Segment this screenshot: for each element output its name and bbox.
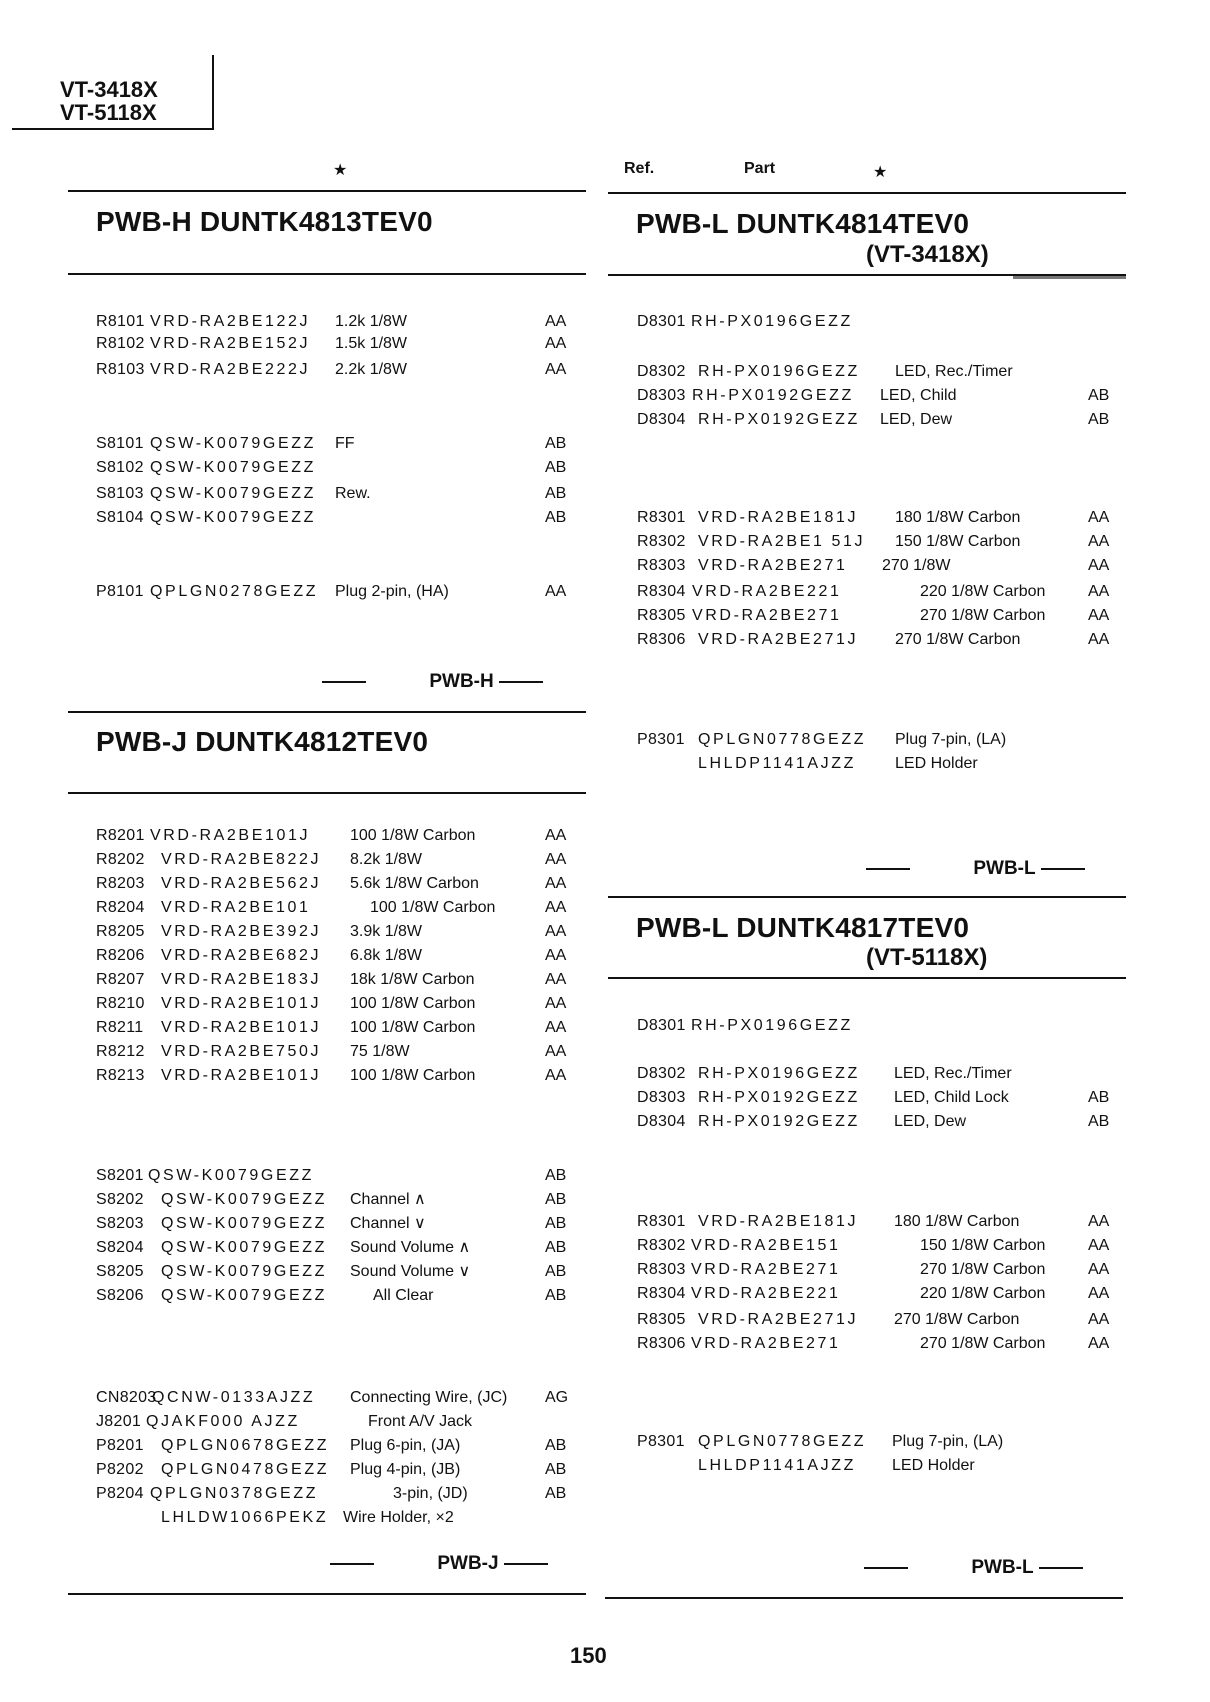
price-code-cell: AB [545,1461,567,1478]
price-code-cell: AA [1088,533,1110,550]
description-cell: Plug 2-pin, (HA) [335,583,449,600]
part-number-cell: RH-PX0192GEZZ [698,1089,860,1106]
ref-cell: R8305 [637,1311,686,1328]
part-number-cell: VRD-RA2BE101J [161,995,322,1012]
description-cell: 100 1/8W Carbon [350,827,476,844]
description-cell: Plug 6-pin, (JA) [350,1437,461,1454]
description-cell: Rew. [335,485,371,502]
price-code-cell: AB [545,1215,567,1232]
price-code-cell: AB [545,509,567,526]
part-number-cell: VRD-RA2BE183J [161,971,322,988]
description-cell: 100 1/8W Carbon [350,1067,476,1084]
description-cell: 3-pin, (JD) [393,1485,468,1502]
part-number-cell: QPLGN0278GEZZ [150,583,319,600]
description-cell: Plug 4-pin, (JB) [350,1461,461,1478]
ref-cell: R8302 [637,533,686,550]
ref-cell: R8212 [96,1043,145,1060]
ref-cell: S8104 [96,509,144,526]
part-number-cell: RH-PX0192GEZZ [692,387,854,404]
part-number-cell: QSW-K0079GEZZ [148,1167,314,1184]
price-code-cell: AA [545,947,567,964]
price-code-cell: AA [1088,1311,1110,1328]
part-number-cell: QSW-K0079GEZZ [161,1239,327,1256]
price-code-cell: AB [545,1167,567,1184]
part-number-cell: VRD-RA2BE271 [692,607,842,624]
description-cell: LED, Dew [880,411,953,428]
ref-cell: D8303 [637,387,686,404]
price-code-cell: AA [1088,583,1110,600]
description-cell: LED Holder [895,755,978,772]
price-code-cell: AB [545,1239,567,1256]
part-number-cell: QSW-K0079GEZZ [161,1215,327,1232]
price-code-cell: AA [545,313,567,330]
price-code-cell: AA [1088,1237,1110,1254]
part-number-cell: VRD-RA2BE222J [150,361,311,378]
ref-cell: R8305 [637,607,686,624]
part-column-header: Part [744,160,776,177]
ref-cell: R8306 [637,631,686,648]
rule-pwb-l-5118-top [608,896,1126,898]
ref-cell: S8101 [96,435,144,452]
section-title-pwb-j: PWB-J DUNTK4812TEV0 [96,726,429,757]
description-cell: LED Holder [892,1457,975,1474]
part-number-cell: RH-PX0196GEZZ [691,1017,853,1034]
description-cell: Channel ∨ [350,1215,426,1232]
description-cell: 3.9k 1/8W [350,923,423,940]
ref-cell: R8206 [96,947,145,964]
section-end-pwb-h [322,671,543,693]
section-title-pwb-h: PWB-H DUNTK4813TEV0 [96,206,433,237]
part-number-cell: VRD-RA2BE682J [161,947,322,964]
price-code-cell: AB [545,1437,567,1454]
description-cell: LED, Child [880,387,957,404]
rule-pwb-h-title [68,273,586,275]
description-cell: 1.5k 1/8W [335,335,408,352]
ref-cell: D8302 [637,363,686,380]
part-number-cell: VRD-RA2BE221 [692,583,842,600]
part-number-cell: QPLGN0378GEZZ [150,1485,319,1502]
rule-right-top [608,192,1126,194]
part-number-cell: VRD-RA2BE271J [698,631,859,648]
part-number-cell: QSW-K0079GEZZ [150,509,316,526]
section-end-label-pwb-j: PWB-J [437,1553,499,1574]
price-code-cell: AB [1088,1089,1110,1106]
ref-cell: R8207 [96,971,145,988]
description-cell: All Clear [373,1287,434,1304]
part-number-cell: VRD-RA2BE101J [161,1019,322,1036]
rule-right-bottom [605,1597,1123,1599]
ref-cell: J8201 [96,1413,142,1430]
ref-cell: R8210 [96,995,145,1012]
ref-cell: S8103 [96,485,144,502]
ref-column-header: Ref. [624,160,655,177]
description-cell: Sound Volume ∧ [350,1239,471,1256]
section-end-pwb-l-3418 [866,858,1085,880]
part-number-cell: VRD-RA2BE101 [161,899,311,916]
description-cell: 220 1/8W Carbon [920,1285,1046,1302]
price-code-cell: AB [545,1191,567,1208]
description-cell: 270 1/8W Carbon [920,1335,1046,1352]
page-number: 150 [570,1643,607,1668]
ref-cell: R8213 [96,1067,145,1084]
price-code-cell: AA [1088,1213,1110,1230]
description-cell: FF [335,435,355,452]
section-end-label-pwb-h: PWB-H [429,671,494,692]
ref-cell: R8202 [96,851,145,868]
description-cell: 270 1/8W Carbon [895,631,1021,648]
part-number-cell: QSW-K0079GEZZ [150,485,316,502]
section-end-pwb-j [330,1553,548,1575]
description-cell: 2.2k 1/8W [335,361,408,378]
ref-cell: R8301 [637,509,686,526]
part-number-cell: VRD-RA2BE101J [161,1067,322,1084]
ref-cell: P8201 [96,1437,144,1454]
description-cell: Plug 7-pin, (LA) [895,731,1007,748]
ref-cell: S8205 [96,1263,144,1280]
rule-pwb-j-top [68,711,586,713]
description-cell: 8.2k 1/8W [350,851,423,868]
ref-cell: R8203 [96,875,145,892]
ref-cell: S8201 [96,1167,144,1184]
ref-cell: R8303 [637,557,686,574]
description-cell: 100 1/8W Carbon [350,995,476,1012]
ref-cell: R8302 [637,1237,686,1254]
part-number-cell: QPLGN0478GEZZ [161,1461,330,1478]
part-number-cell: QSW-K0079GEZZ [161,1191,327,1208]
part-number-cell: RH-PX0196GEZZ [691,313,853,330]
part-number-cell: VRD-RA2BE392J [161,923,322,940]
price-code-cell: AA [545,335,567,352]
part-number-cell: VRD-RA2BE562J [161,875,322,892]
ref-cell: P8101 [96,583,144,600]
price-code-cell: AA [545,1019,567,1036]
description-cell: Plug 7-pin, (LA) [892,1433,1004,1450]
description-cell: Front A/V Jack [368,1413,473,1430]
rule-pwb-l-3418-shadow [1013,276,1126,279]
price-code-cell: AB [545,1287,567,1304]
part-number-cell: RH-PX0196GEZZ [698,363,860,380]
ref-cell: D8302 [637,1065,686,1082]
ref-cell: R8304 [637,583,686,600]
ref-cell: R8304 [637,1285,686,1302]
part-number-cell: QPLGN0778GEZZ [698,1433,867,1450]
price-code-cell: AB [1088,387,1110,404]
model-name-2: VT-5118X [60,100,157,125]
rule-left-bottom [68,1593,586,1595]
price-code-cell: AB [545,1263,567,1280]
ref-cell: P8204 [96,1485,144,1502]
description-cell: 270 1/8W Carbon [894,1311,1020,1328]
part-number-cell: LHLDW1066PEKZ [161,1509,329,1526]
description-cell: 270 1/8W [882,557,951,574]
section-end-label-pwb-l-5118: PWB-L [971,1557,1034,1578]
description-cell: 270 1/8W Carbon [920,607,1046,624]
part-number-cell: LHLDP1141AJZZ [698,755,857,772]
model-divider-vertical [212,55,214,130]
description-cell: 180 1/8W Carbon [895,509,1021,526]
part-number-cell: QPLGN0678GEZZ [161,1437,330,1454]
price-code-cell: AA [1088,607,1110,624]
part-number-cell: VRD-RA2BE271 [691,1261,841,1278]
section-title-pwb-l-5118: PWB-L DUNTK4817TEV0 [636,912,970,943]
description-cell: 6.8k 1/8W [350,947,423,964]
part-number-cell: VRD-RA2BE101J [150,827,311,844]
price-code-cell: AA [545,1067,567,1084]
part-number-cell: VRD-RA2BE750J [161,1043,322,1060]
description-cell: LED, Rec./Timer [894,1065,1012,1082]
price-code-cell: AA [545,995,567,1012]
section-end-label-pwb-l-3418: PWB-L [973,858,1036,879]
part-number-cell: RH-PX0192GEZZ [698,411,860,428]
price-code-cell: AA [545,827,567,844]
part-number-cell: QSW-K0079GEZZ [150,459,316,476]
description-cell: LED, Rec./Timer [895,363,1013,380]
part-number-cell: LHLDP1141AJZZ [698,1457,857,1474]
description-cell: LED, Dew [894,1113,967,1130]
description-cell: 270 1/8W Carbon [920,1261,1046,1278]
description-cell: LED, Child Lock [894,1089,1009,1106]
section-subtitle-pwb-l-5118: (VT-5118X) [866,944,988,971]
description-cell: 150 1/8W Carbon [920,1237,1046,1254]
price-code-cell: AB [1088,411,1110,428]
part-number-cell: QSW-K0079GEZZ [161,1263,327,1280]
description-cell: 18k 1/8W Carbon [350,971,475,988]
part-number-cell: VRD-RA2BE181J [698,509,859,526]
ref-cell: P8301 [637,1433,685,1450]
description-cell: 100 1/8W Carbon [370,899,496,916]
price-code-cell: AA [1088,557,1110,574]
ref-cell: S8206 [96,1287,144,1304]
part-number-cell: QSW-K0079GEZZ [150,435,316,452]
rule-left-top [68,190,586,192]
part-number-cell: RH-PX0192GEZZ [698,1113,860,1130]
star-column-header-right: ★ [873,164,888,181]
part-number-cell: QSW-K0079GEZZ [161,1287,327,1304]
price-code-cell: AA [545,583,567,600]
description-cell: 1.2k 1/8W [335,313,408,330]
part-number-cell: VRD-RA2BE151 [691,1237,841,1254]
star-column-header-left: ★ [333,162,348,179]
ref-cell: R8306 [637,1335,686,1352]
ref-cell: CN8203 [96,1389,157,1406]
ref-cell: D8304 [637,411,686,428]
ref-cell: R8301 [637,1213,686,1230]
ref-cell: D8301 [637,1017,686,1034]
price-code-cell: AA [1088,1335,1110,1352]
ref-cell: S8204 [96,1239,144,1256]
ref-cell: R8205 [96,923,145,940]
part-number-cell: VRD-RA2BE271J [698,1311,859,1328]
description-cell: 100 1/8W Carbon [350,1019,476,1036]
ref-cell: P8202 [96,1461,144,1478]
description-cell: Channel ∧ [350,1191,426,1208]
price-code-cell: AB [545,459,567,476]
part-number-cell: QPLGN0778GEZZ [698,731,867,748]
ref-cell: D8301 [637,313,686,330]
description-cell: Sound Volume ∨ [350,1263,471,1280]
price-code-cell: AA [1088,631,1110,648]
price-code-cell: AA [545,361,567,378]
section-title-pwb-l-3418: PWB-L DUNTK4814TEV0 [636,208,970,239]
part-number-cell: VRD-RA2BE221 [691,1285,841,1302]
part-number-cell: QJAKF000 AJZZ [146,1413,300,1430]
ref-cell: P8301 [637,731,685,748]
part-number-cell: QCNW-0133AJZZ [152,1389,316,1406]
price-code-cell: AA [545,851,567,868]
price-code-cell: AB [545,485,567,502]
ref-cell: R8211 [96,1019,144,1036]
part-number-cell: VRD-RA2BE122J [150,313,311,330]
price-code-cell: AB [545,435,567,452]
rule-pwb-l-5118-title [608,977,1126,979]
price-code-cell: AA [545,923,567,940]
price-code-cell: AB [1088,1113,1110,1130]
part-number-cell: VRD-RA2BE1 51J [698,533,866,550]
ref-cell: D8304 [637,1113,686,1130]
price-code-cell: AA [1088,509,1110,526]
description-cell: Wire Holder, ×2 [343,1509,454,1526]
price-code-cell: AA [1088,1261,1110,1278]
price-code-cell: AA [545,899,567,916]
price-code-cell: AA [1088,1285,1110,1302]
ref-cell: D8303 [637,1089,686,1106]
description-cell: Connecting Wire, (JC) [350,1389,508,1406]
ref-cell: S8202 [96,1191,144,1208]
price-code-cell: AA [545,971,567,988]
price-code-cell: AB [545,1485,567,1502]
description-cell: 5.6k 1/8W Carbon [350,875,479,892]
section-subtitle-pwb-l-3418: (VT-3418X) [866,241,989,268]
ref-cell: R8204 [96,899,145,916]
ref-cell: S8203 [96,1215,144,1232]
price-code-cell: AA [545,1043,567,1060]
ref-cell: R8303 [637,1261,686,1278]
description-cell: 75 1/8W [350,1043,410,1060]
part-number-cell: VRD-RA2BE822J [161,851,322,868]
ref-cell: R8101 [96,313,145,330]
part-number-cell: RH-PX0196GEZZ [698,1065,860,1082]
part-number-cell: VRD-RA2BE152J [150,335,311,352]
section-end-pwb-l-5118 [864,1557,1083,1579]
price-code-cell: AG [545,1389,569,1406]
description-cell: 180 1/8W Carbon [894,1213,1020,1230]
ref-cell: S8102 [96,459,144,476]
ref-cell: R8103 [96,361,145,378]
part-number-cell: VRD-RA2BE271 [691,1335,841,1352]
part-number-cell: VRD-RA2BE271 [698,557,848,574]
price-code-cell: AA [545,875,567,892]
description-cell: 220 1/8W Carbon [920,583,1046,600]
ref-cell: R8102 [96,335,145,352]
part-number-cell: VRD-RA2BE181J [698,1213,859,1230]
ref-cell: R8201 [96,827,145,844]
model-name-1: VT-3418X [60,77,158,102]
rule-pwb-j-title [68,792,586,794]
model-divider-horizontal [12,128,214,130]
description-cell: 150 1/8W Carbon [895,533,1021,550]
